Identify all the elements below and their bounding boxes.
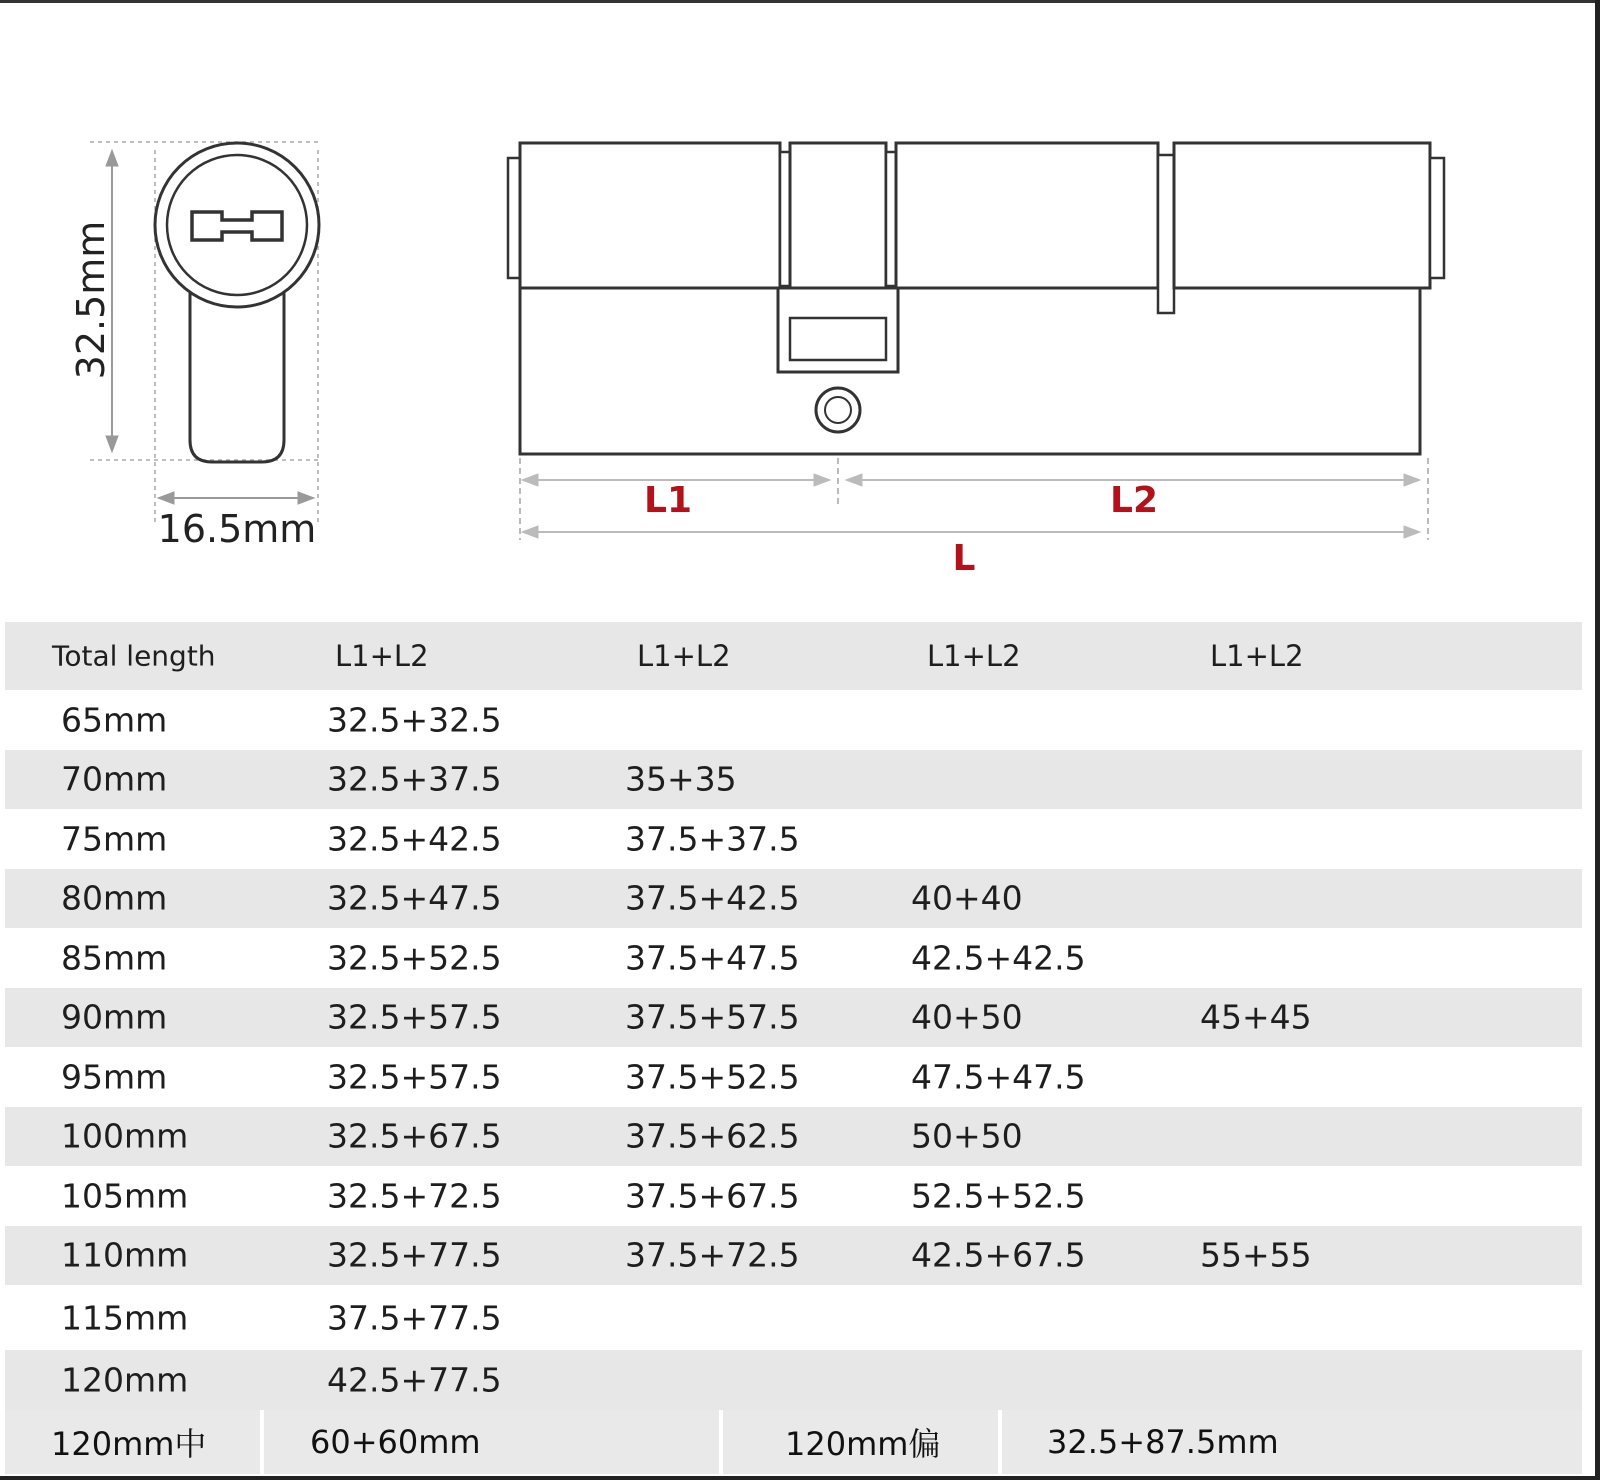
split-cell: 37.5+52.5 [625,1057,800,1097]
split-cell: 32.5+52.5 [327,938,502,978]
bottom-border [0,1476,1600,1480]
split-cell: 52.5+52.5 [911,1176,1086,1216]
center-length-value: 60+60mm [310,1423,481,1461]
split-cell: 47.5+47.5 [911,1057,1086,1097]
l-label: L [952,538,976,579]
total-length-cell: 65mm [61,700,168,740]
table-row [5,1047,1582,1107]
width-label: 16.5mm [157,507,317,551]
split-cell: 37.5+77.5 [327,1298,502,1337]
width-dimension-arrow [158,492,314,504]
header-l1-l2: L1+L2 [637,639,731,673]
offset-length-value: 32.5+87.5mm [1047,1423,1279,1461]
split-cell: 32.5+42.5 [327,819,502,859]
table-row [5,690,1582,750]
table-row [5,1107,1582,1167]
height-label: 32.5mm [69,220,113,380]
l2-label: L2 [1110,480,1158,521]
split-cell: 42.5+77.5 [327,1360,502,1400]
l1-label: L1 [644,480,692,521]
total-length-cell: 105mm [61,1176,189,1216]
split-cell: 37.5+57.5 [625,997,800,1037]
table-row [5,1166,1582,1226]
total-length-cell: 70mm [61,759,168,799]
table-row [5,1226,1582,1286]
total-length-cell: 120mm [61,1360,189,1400]
split-cell: 37.5+37.5 [625,819,800,859]
split-cell: 50+50 [911,1116,1023,1156]
header-l1-l2: L1+L2 [927,639,1021,673]
header-l1-l2: L1+L2 [1210,639,1304,673]
split-cell: 32.5+32.5 [327,700,502,740]
split-cell: 37.5+42.5 [625,878,800,918]
offset-length-label: 120mm偏 [785,1425,941,1463]
split-cell: 37.5+67.5 [625,1176,800,1216]
total-length-cell: 90mm [61,997,168,1037]
table-row [5,809,1582,869]
split-cell: 32.5+67.5 [327,1116,502,1156]
split-cell: 40+50 [911,997,1023,1037]
total-length-cell: 85mm [61,938,168,978]
lock-cylinder-side-view-icon [508,143,1444,454]
lock-cylinder-front-view-icon [90,142,320,525]
table-row [5,869,1582,929]
split-cell: 55+55 [1200,1235,1312,1275]
header-l1-l2: L1+L2 [335,639,429,673]
total-length-cell: 80mm [61,878,168,918]
header-total-length: Total length [52,639,216,673]
split-cell: 35+35 [625,759,737,799]
total-length-cell: 100mm [61,1116,189,1156]
cylinder-diagram [0,0,1600,600]
total-length-cell: 95mm [61,1057,168,1097]
table-row [5,1285,1582,1350]
table-row [5,1350,1582,1410]
split-cell: 32.5+37.5 [327,759,502,799]
split-cell: 37.5+47.5 [625,938,800,978]
split-cell: 45+45 [1200,997,1312,1037]
split-cell: 42.5+42.5 [911,938,1086,978]
split-cell: 37.5+62.5 [625,1116,800,1156]
table-row [5,750,1582,810]
split-cell: 40+40 [911,878,1023,918]
table-row [5,928,1582,988]
table-row [5,988,1582,1048]
split-cell: 42.5+67.5 [911,1235,1086,1275]
footer-row [5,1410,1582,1474]
table-header-row [5,622,1582,690]
split-cell: 32.5+57.5 [327,1057,502,1097]
split-cell: 37.5+72.5 [625,1235,800,1275]
total-length-cell: 75mm [61,819,168,859]
split-cell: 32.5+77.5 [327,1235,502,1275]
split-cell: 32.5+47.5 [327,878,502,918]
total-length-cell: 115mm [61,1298,189,1337]
split-cell: 32.5+72.5 [327,1176,502,1216]
size-table [5,622,1582,1410]
center-length-label: 120mm中 [51,1425,207,1463]
split-cell: 32.5+57.5 [327,997,502,1037]
total-length-cell: 110mm [61,1235,189,1275]
